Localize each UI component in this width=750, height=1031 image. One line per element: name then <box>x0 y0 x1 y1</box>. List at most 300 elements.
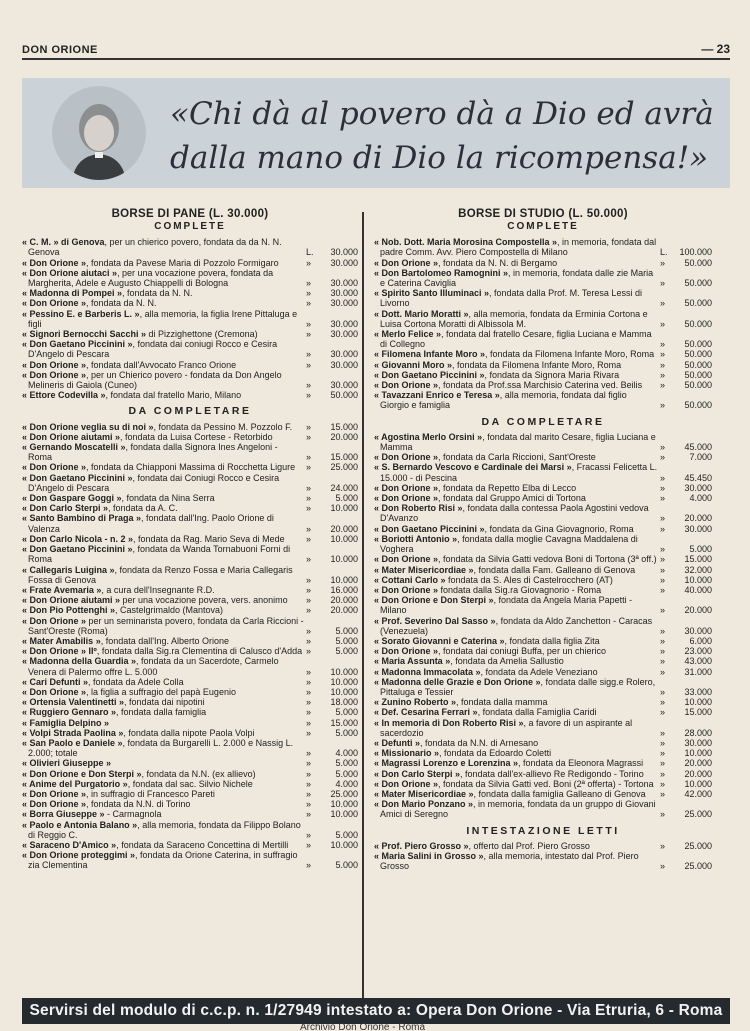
list-item <box>374 656 712 666</box>
entry-text <box>22 493 306 503</box>
entry-text <box>374 524 660 534</box>
amount-value: 31.000 <box>684 666 712 677</box>
page-header <box>22 40 730 60</box>
entry-amount <box>306 493 358 503</box>
amount-value: 15.000 <box>684 707 712 718</box>
entry-text <box>374 432 660 452</box>
list-item <box>22 820 358 840</box>
entry-name: « Madonna di Pompei » <box>22 288 123 299</box>
entry-description: , fondata da Amelia Sallustio <box>450 656 564 667</box>
entry-description: , fondata da Gina Giovagnorio, Roma <box>484 523 634 534</box>
entry-description: , alla memoria, la figlia Irene Pittaluga e figli <box>28 308 298 329</box>
currency-mark: » <box>306 666 312 677</box>
entry-text <box>374 554 660 564</box>
entry-amount <box>660 738 712 748</box>
amount-value: 43.000 <box>684 656 712 667</box>
entry-text <box>22 616 306 636</box>
entry-name: « Don Orione » IIº <box>22 646 97 657</box>
entry-text <box>22 565 306 585</box>
list-item <box>374 309 712 329</box>
list-item <box>374 380 712 390</box>
list-item <box>374 616 712 636</box>
page-number: — 23 <box>701 42 730 56</box>
currency-mark: » <box>660 554 666 565</box>
entry-amount <box>306 840 358 850</box>
currency-mark: » <box>306 605 312 616</box>
right-column <box>374 208 712 871</box>
amount-value: 5.000 <box>689 544 712 555</box>
entry-name: « Don Orione » <box>374 452 439 463</box>
entry-text <box>374 656 660 666</box>
entry-text <box>22 850 306 870</box>
entry-text <box>22 513 306 533</box>
currency-mark: » <box>660 318 666 329</box>
entry-text <box>374 718 660 738</box>
entry-description: , fondata dal Gruppo Amici di Tortona <box>438 493 586 504</box>
entry-amount <box>306 258 358 268</box>
left-complete-label: COMPLETE <box>154 221 226 232</box>
list-item <box>22 370 358 390</box>
entry-description: di Pizzighettone (Cremona) <box>146 329 258 340</box>
entry-amount <box>306 605 358 615</box>
entry-description: , alla memoria, fondata da Filippo Bolano di Reggio C. <box>28 819 301 840</box>
entry-description: , fondata dai nipotini <box>124 697 205 708</box>
entry-name: « Don Orione » <box>22 359 87 370</box>
entry-description: , per un Chierico povero - fondata da Don Angelo Melineris di Gaiola (Cuneo) <box>28 369 282 391</box>
entry-text <box>22 237 306 257</box>
entry-description: , fondata da Edoardo Coletti <box>439 748 552 759</box>
entry-description: , offerto dal Prof. Piero Grosso <box>468 840 590 851</box>
entry-amount <box>660 493 712 503</box>
currency-mark: » <box>660 666 666 677</box>
amount-value: 15.000 <box>330 717 358 728</box>
amount-value: 30.000 <box>684 737 712 748</box>
amount-value: 30.000 <box>330 257 358 268</box>
list-item <box>374 493 712 503</box>
entry-text <box>374 370 660 380</box>
list-item <box>374 452 712 462</box>
entry-name: « Maria Assunta » <box>374 656 451 667</box>
entry-amount <box>306 779 358 789</box>
list-item <box>374 748 712 758</box>
amount-value: 15.000 <box>684 554 712 565</box>
list-item <box>22 237 358 257</box>
entry-name: « Don Orione e Don Sterpi » <box>22 768 142 779</box>
entry-amount <box>306 452 358 462</box>
list-item <box>22 565 358 585</box>
entry-description: , fondata da N.N. di Torino <box>86 799 191 810</box>
currency-mark: » <box>306 482 312 493</box>
list-item <box>22 329 358 339</box>
entry-name: « S. Bernardo Vescovo e Cardinale dei Marsi » <box>374 462 572 473</box>
entry-text <box>22 809 306 819</box>
entry-amount <box>660 748 712 758</box>
entry-description: , fondata dall'Ing. Paolo Orione di Valenza <box>28 513 274 534</box>
entry-name: « Olivieri Giuseppe » <box>22 758 112 769</box>
entry-amount <box>306 534 358 544</box>
currency-mark: » <box>306 707 312 718</box>
entry-text <box>374 483 660 493</box>
right-complete-list <box>374 237 712 410</box>
currency-mark: » <box>660 788 666 799</box>
amount-value: 25.000 <box>330 462 358 473</box>
entry-description: , fondata da Chiapponi Massima di Rocchetta Ligure <box>86 462 296 473</box>
currency-mark: » <box>306 829 312 840</box>
entry-description: , fondata dalla famiglia Galleano di Genova <box>473 788 646 799</box>
currency-mark: » <box>306 748 312 759</box>
currency-mark: » <box>660 493 666 504</box>
currency-mark: » <box>660 758 666 769</box>
currency-mark: » <box>306 768 312 779</box>
list-item <box>374 636 712 646</box>
list-item <box>22 707 358 717</box>
currency-mark: » <box>306 625 312 636</box>
amount-value: 100.000 <box>679 247 712 258</box>
entry-text <box>374 697 660 707</box>
amount-value: 30.000 <box>330 278 358 289</box>
list-item <box>374 268 712 288</box>
entry-text <box>374 288 660 308</box>
list-item <box>374 667 712 677</box>
currency-mark: L. <box>306 247 314 258</box>
entry-text <box>22 779 306 789</box>
entry-description: , fondata da Silvia Gatti vedova Boni di Tortona (3ª off.) <box>438 554 657 565</box>
entry-amount <box>306 687 358 697</box>
entry-name: « Giovanni Moro » <box>374 359 453 370</box>
currency-mark: » <box>660 513 666 524</box>
entry-amount <box>306 349 358 359</box>
entry-text <box>22 758 306 768</box>
list-item <box>22 493 358 503</box>
entry-text <box>22 288 306 298</box>
entry-description: , fondata da Prof.ssa Marchisio Caterina ved. Beilis <box>438 380 643 391</box>
list-item <box>374 390 712 410</box>
entry-text <box>374 360 660 370</box>
entry-name: « Don Orione » <box>22 298 87 309</box>
entry-description: , alla memoria, fondata da Erminia Cortona e Luisa Cortona Moratti di Albissola M. <box>380 308 648 329</box>
currency-mark: » <box>306 503 312 514</box>
entry-description: , Castelgrimaldo (Mantova) <box>115 605 224 616</box>
entry-text <box>374 677 660 697</box>
amount-value: 10.000 <box>330 809 358 820</box>
amount-value: 30.000 <box>330 380 358 391</box>
entry-description: , fondata da N.N. (ex allievo) <box>141 768 256 779</box>
entry-name: « Ettore Codevilla » <box>22 390 106 401</box>
entry-description: , fondata da Pavese Maria di Pozzolo Formigaro <box>86 257 279 268</box>
entry-amount <box>306 360 358 370</box>
currency-mark: » <box>660 339 666 350</box>
entry-amount <box>306 646 358 656</box>
entry-amount <box>660 524 712 534</box>
list-item <box>374 595 712 615</box>
entry-amount <box>660 605 712 615</box>
entry-name: « Saraceno D'Amico » <box>22 839 117 850</box>
right-beds-label: INTESTAZIONE LETTI <box>466 824 620 837</box>
entry-text <box>22 820 306 840</box>
amount-value: 45.450 <box>684 472 712 483</box>
currency-mark: » <box>660 635 666 646</box>
currency-mark: » <box>660 861 666 872</box>
entry-description: , fondata dalla Fam. Galleano di Genova <box>473 564 636 575</box>
currency-mark: » <box>660 697 666 708</box>
entry-text <box>374 462 660 482</box>
entry-amount <box>660 339 712 349</box>
list-item <box>374 462 712 482</box>
entry-amount <box>306 247 358 257</box>
entry-name: « Mater Misericordiae » <box>374 788 474 799</box>
entry-amount <box>660 758 712 768</box>
list-item <box>374 799 712 819</box>
left-pending-list <box>22 422 358 871</box>
entry-text <box>374 503 660 523</box>
list-item <box>374 432 712 452</box>
entry-description: , fondata dalla Signora Ines Angeloni - Roma <box>28 442 278 463</box>
entry-name: « Magrassi Lorenzo e Lorenzina » <box>374 758 519 769</box>
entry-description: , alla memoria, intestato dal Prof. Piero Grosso <box>380 850 639 872</box>
entry-name: « Madonna della Guardia » <box>22 656 137 667</box>
amount-value: 20.000 <box>684 513 712 524</box>
list-item <box>22 258 358 268</box>
amount-value: 50.000 <box>684 400 712 411</box>
entry-text <box>374 534 660 554</box>
list-item <box>22 462 358 472</box>
entry-name: « Don Bartolomeo Ramognini » <box>374 267 509 278</box>
currency-mark: » <box>306 523 312 534</box>
entry-name: « Volpi Strada Paolina » <box>22 727 124 738</box>
entry-amount <box>306 483 358 493</box>
list-item <box>22 697 358 707</box>
amount-value: 20.000 <box>330 605 358 616</box>
entry-description: , fondata da Angela Maria Papetti - Milano <box>380 595 633 616</box>
entry-description: , fondata dall'ex-allievo Re Redigondo - Torino <box>460 768 644 779</box>
list-item <box>374 779 712 789</box>
currency-mark: » <box>660 472 666 483</box>
entry-name: « Signori Bernocchi Sacchi » <box>22 329 147 340</box>
entry-amount <box>660 861 712 871</box>
archive-note: Archivio Don Orione - Roma <box>300 1022 426 1031</box>
entry-description: , fondata da un Sacerdote, Carmelo Venera di Palermo offre L. 5.000 <box>28 656 279 677</box>
list-item <box>22 636 358 646</box>
amount-value: 30.000 <box>330 288 358 299</box>
list-item <box>22 442 358 462</box>
amount-value: 50.000 <box>684 257 712 268</box>
entry-text <box>22 585 306 595</box>
entry-description: , fondata da Silvia Gatti ved. Boni (2ª offerta) - Tortona <box>438 778 654 789</box>
entry-amount <box>306 288 358 298</box>
entry-description: , fondata da Filomena Infante Moro, Roma <box>452 359 622 370</box>
currency-mark: » <box>660 737 666 748</box>
entry-amount <box>306 390 358 400</box>
currency-mark: » <box>306 799 312 810</box>
entry-text <box>374 646 660 656</box>
entry-text <box>22 503 306 513</box>
currency-mark: » <box>660 452 666 463</box>
currency-mark: » <box>306 839 312 850</box>
entry-amount <box>660 554 712 564</box>
entry-description: , fondata da N. N. <box>86 298 157 309</box>
entry-amount <box>660 349 712 359</box>
right-beds-list <box>374 841 712 872</box>
entry-description: , fondata da Rag. Mario Seva di Mede <box>133 533 285 544</box>
currency-mark: » <box>660 768 666 779</box>
list-item <box>374 707 712 717</box>
entry-amount <box>306 697 358 707</box>
entry-text <box>22 544 306 564</box>
amount-value: 5.000 <box>335 493 358 504</box>
entry-name: « Filomena Infante Moro » <box>374 349 486 360</box>
entry-amount <box>660 473 712 483</box>
list-item <box>374 370 712 380</box>
entry-name: « Missionario » <box>374 748 440 759</box>
entry-text <box>374 769 660 779</box>
left-complete-list <box>22 237 358 400</box>
entry-amount <box>660 667 712 677</box>
entry-text <box>22 329 306 339</box>
entry-name: « Pessino E. e Barberis L. » <box>22 308 140 319</box>
list-item <box>374 258 712 268</box>
entry-description: , fondata da Nina Serra <box>121 493 215 504</box>
entry-amount <box>306 380 358 390</box>
amount-value: 10.000 <box>330 554 358 565</box>
amount-value: 45.000 <box>684 442 712 453</box>
entry-text <box>22 339 306 359</box>
currency-mark: » <box>660 686 666 697</box>
list-item <box>374 288 712 308</box>
entry-text <box>22 442 306 462</box>
entry-amount <box>306 636 358 646</box>
amount-value: 5.000 <box>335 829 358 840</box>
list-item <box>374 841 712 851</box>
amount-value: 30.000 <box>330 329 358 340</box>
amount-value: 10.000 <box>330 533 358 544</box>
list-item <box>22 677 358 687</box>
entry-text <box>22 677 306 687</box>
entry-description: , fondata dalla Famiglia Caridi <box>477 707 597 718</box>
entry-amount <box>660 442 712 452</box>
currency-mark: » <box>660 298 666 309</box>
entry-name: « Don Orione aiutami » <box>22 431 121 442</box>
entry-description: , fondata dall'Ing. Alberto Orione <box>100 635 230 646</box>
entry-description: , fondata da Carla Riccioni, Sant'Oreste <box>438 452 596 463</box>
list-item <box>22 656 358 676</box>
currency-mark: » <box>306 554 312 565</box>
currency-mark: » <box>306 298 312 309</box>
currency-mark: » <box>306 686 312 697</box>
entry-text <box>22 605 306 615</box>
amount-value: 16.000 <box>330 584 358 595</box>
amount-value: 28.000 <box>684 727 712 738</box>
entry-name: « Don Carlo Nicola - n. 2 » <box>22 533 134 544</box>
amount-value: 10.000 <box>330 839 358 850</box>
entry-description: , la figlia a suffragio del papà Eugenio <box>86 686 236 697</box>
currency-mark: » <box>660 442 666 453</box>
entry-name: « Defunti » <box>374 737 421 748</box>
currency-mark: » <box>306 646 312 657</box>
amount-value: 50.000 <box>330 390 358 401</box>
entry-description: , Fracassi Felicetta L. 15.000 - di Pescina <box>380 462 658 483</box>
currency-mark: » <box>306 727 312 738</box>
list-item <box>22 544 358 564</box>
entry-name: « Don Orione veglia su di noi » <box>22 421 154 432</box>
entry-text <box>374 758 660 768</box>
entry-amount <box>306 677 358 687</box>
entry-text <box>374 452 660 462</box>
entry-description: , fondata da Adele Colla <box>88 676 184 687</box>
entry-text <box>22 309 306 329</box>
list-item <box>374 758 712 768</box>
currency-mark: » <box>660 359 666 370</box>
currency-mark: » <box>660 727 666 738</box>
entry-name: « Boriotti Antonio » <box>374 533 458 544</box>
list-item <box>22 718 358 728</box>
entry-text <box>374 585 660 595</box>
entry-amount <box>660 656 712 666</box>
list-item <box>374 677 712 697</box>
entry-description: per un seminarista povero, fondata da Carla Riccioni - Sant'Oreste (Roma) <box>28 615 304 636</box>
entry-name: « Zunino Roberto » <box>374 697 456 708</box>
entry-text <box>374 779 660 789</box>
entry-name: « Don Orione » <box>22 462 87 473</box>
list-item <box>374 646 712 656</box>
amount-value: 15.000 <box>330 452 358 463</box>
entry-name: « Don Orione » <box>374 482 439 493</box>
list-item <box>374 565 712 575</box>
entry-amount <box>306 462 358 472</box>
entry-text <box>374 851 660 871</box>
entry-text <box>374 707 660 717</box>
entry-name: « Dott. Mario Moratti » <box>374 308 469 319</box>
amount-value: 50.000 <box>684 278 712 289</box>
list-item <box>374 554 712 564</box>
amount-value: 10.000 <box>684 778 712 789</box>
entry-text <box>22 687 306 697</box>
left-column <box>22 208 358 871</box>
entry-description: , fondata da Aldo Zanchetton - Caracas (Venezuela) <box>380 615 653 636</box>
entry-text <box>22 799 306 809</box>
entry-amount <box>660 544 712 554</box>
entry-name: « Ortensia Valentinetti » <box>22 697 125 708</box>
entry-description: , fondata da Pessino M. Pozzolo F. <box>153 421 293 432</box>
amount-value: 10.000 <box>330 686 358 697</box>
column-divider <box>362 212 364 998</box>
entry-description: , in memoria, fondata da un gruppo di Giovani Amici di Seregno <box>380 799 656 820</box>
entry-amount <box>306 799 358 809</box>
entry-amount <box>660 298 712 308</box>
entry-description: , fondata dalla nipote Paola Volpi <box>123 727 255 738</box>
entry-amount <box>660 278 712 288</box>
entry-amount <box>660 565 712 575</box>
currency-mark: » <box>306 788 312 799</box>
entry-amount <box>660 483 712 493</box>
entry-description: , fondata da Repetto Elba di Lecco <box>438 482 577 493</box>
amount-value: 5.000 <box>335 758 358 769</box>
entry-amount <box>660 687 712 697</box>
entry-description: , fondata dalla mamma <box>456 697 548 708</box>
entry-amount <box>306 595 358 605</box>
list-item <box>374 349 712 359</box>
entry-text <box>22 595 306 605</box>
portrait-photo <box>52 86 146 180</box>
list-item <box>374 534 712 554</box>
entry-name: « Don Orione » <box>374 380 439 391</box>
entry-name: « Don Gaetano Piccinini » <box>22 339 133 350</box>
currency-mark: » <box>306 809 312 820</box>
amount-value: 30.000 <box>330 247 358 258</box>
entry-description: , fondata da A. C. <box>108 503 178 514</box>
currency-mark: » <box>306 431 312 442</box>
entry-name: « Merlo Felice » <box>374 329 442 340</box>
entry-description: , fondata dal fratello Mario, Milano <box>105 390 242 401</box>
